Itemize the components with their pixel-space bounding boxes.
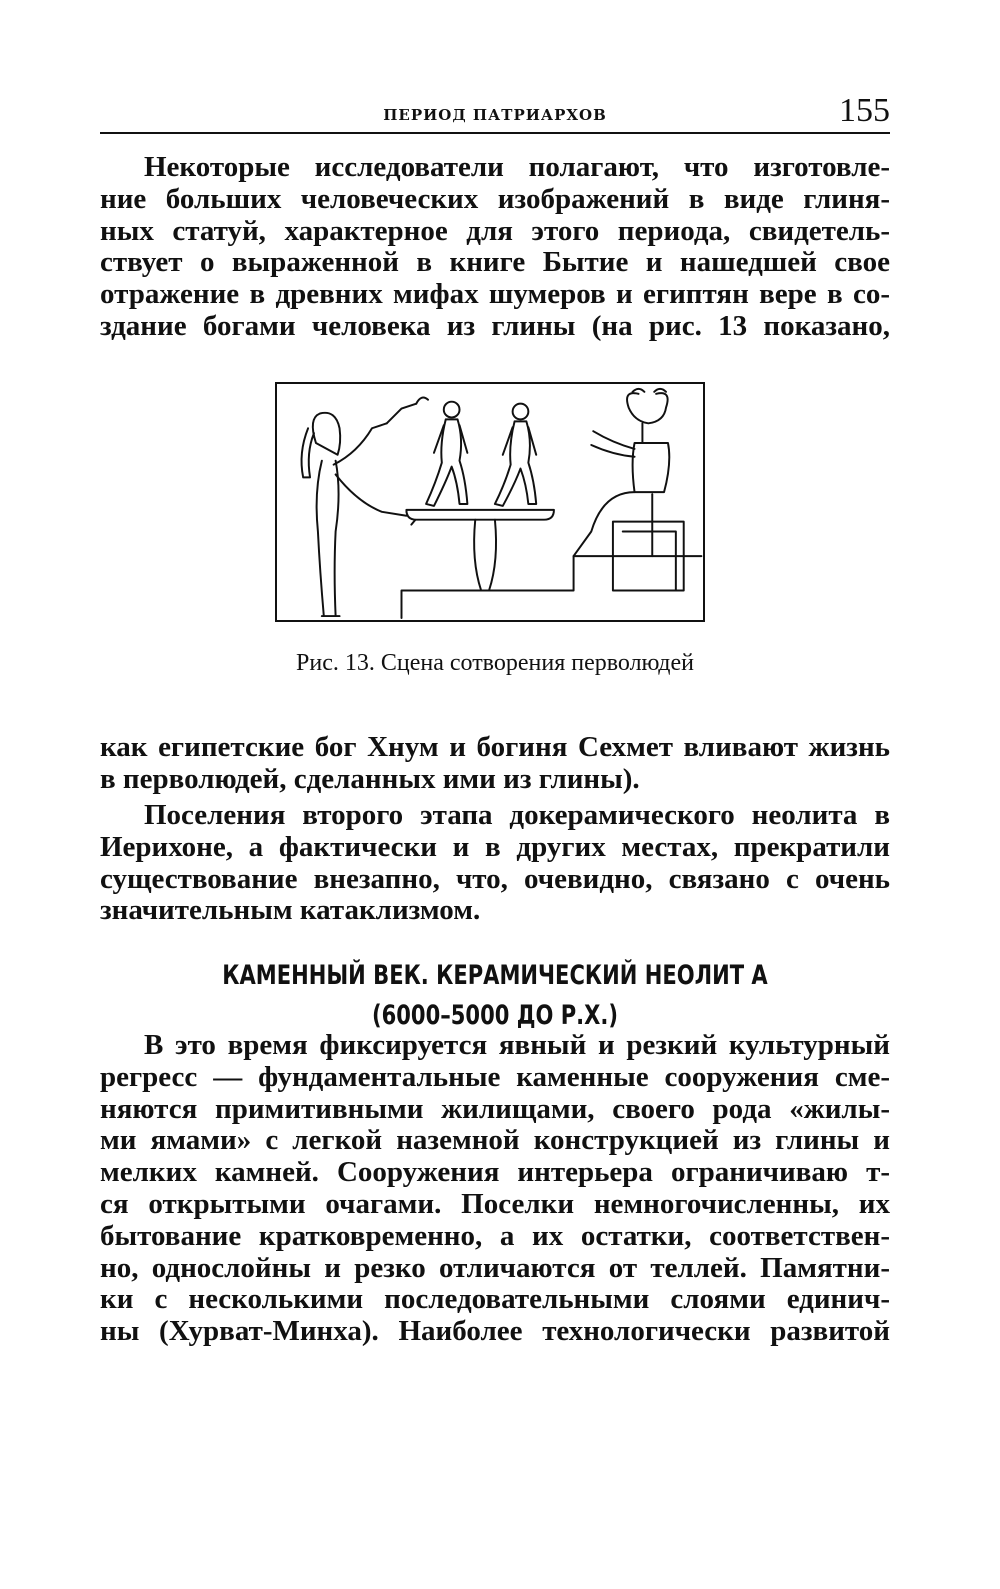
section-heading [187,956,803,1036]
text-line: ствует о выраженной в книге Бытие и нашедшей свое [100,246,890,279]
text-line: но, однослойны и резко отличаются от теллей. Памятни- [100,1251,890,1284]
page-number: 155 [839,92,890,129]
text-line: ние больших человеческих изображений в виде глиня- [100,182,890,215]
text-line: Иерихоне, а фактически и в других местах, прекратили [100,830,890,863]
paragraph-2 [100,732,890,796]
paragraph-4 [100,1030,890,1348]
figure-caption: Рис. 13. Сцена сотворения перволюдей [296,650,694,676]
text-line: как египетские бог Хнум и богиня Сехмет вливают жизнь [100,731,890,763]
text-line: Поселения второго этапа докерамического неолита в [144,799,890,831]
text-line: здание богами человека из глины (на рис. 13 показано, [100,309,890,342]
text-line: ми ямами» с легкой наземной конструкцией из глины и [100,1124,890,1157]
text-line: бытование кратковременно, а их остатки, соответствен- [100,1219,890,1252]
text-line: ных статуй, характерное для этого периода, свидетель- [100,214,890,247]
running-head [100,92,890,134]
paragraph-3 [100,800,890,927]
text-line: регресс — фундаментальные каменные сооружения сме- [100,1060,890,1093]
text-line: существование внезапно, что, очевидно, связано с очень [100,862,890,895]
text-line: в перволюдей, сделанных ими из глины). [100,762,640,795]
text-line: ки с несколькими последовательными слоями единич- [100,1283,890,1316]
text-line: Некоторые исследователи полагают, что изготовле- [144,151,890,183]
paragraph-1 [100,152,890,343]
text-line: ны (Хурват-Минха). Наиболее технологически развитой [100,1315,890,1348]
text-line: няются примитивными жилищами, своего рода «жилы- [100,1092,890,1125]
heading-line: КАМЕННЫЙ ВЕК. КЕРАМИЧЕСКИЙ НЕОЛИТ А [222,960,768,991]
running-title: ПЕРИОД ПАТРИАРХОВ [383,106,607,124]
text-line: мелких камней. Сооружения интерьера ограничиваю т- [100,1156,890,1189]
text-line: ся открытыми очагами. Поселки немногочисленны, их [100,1187,890,1220]
text-line: В это время фиксируется явный и резкий культурный [144,1029,890,1061]
figure-creation-scene [275,382,705,622]
text-line: значительным катаклизмом. [100,894,481,927]
text-line: отражение в древних мифах шумеров и египтян вере в со- [100,278,890,311]
egyptian-relief-illustration [277,384,703,620]
heading-line: (6000–5000 ДО Р.Х.) [371,1000,619,1031]
